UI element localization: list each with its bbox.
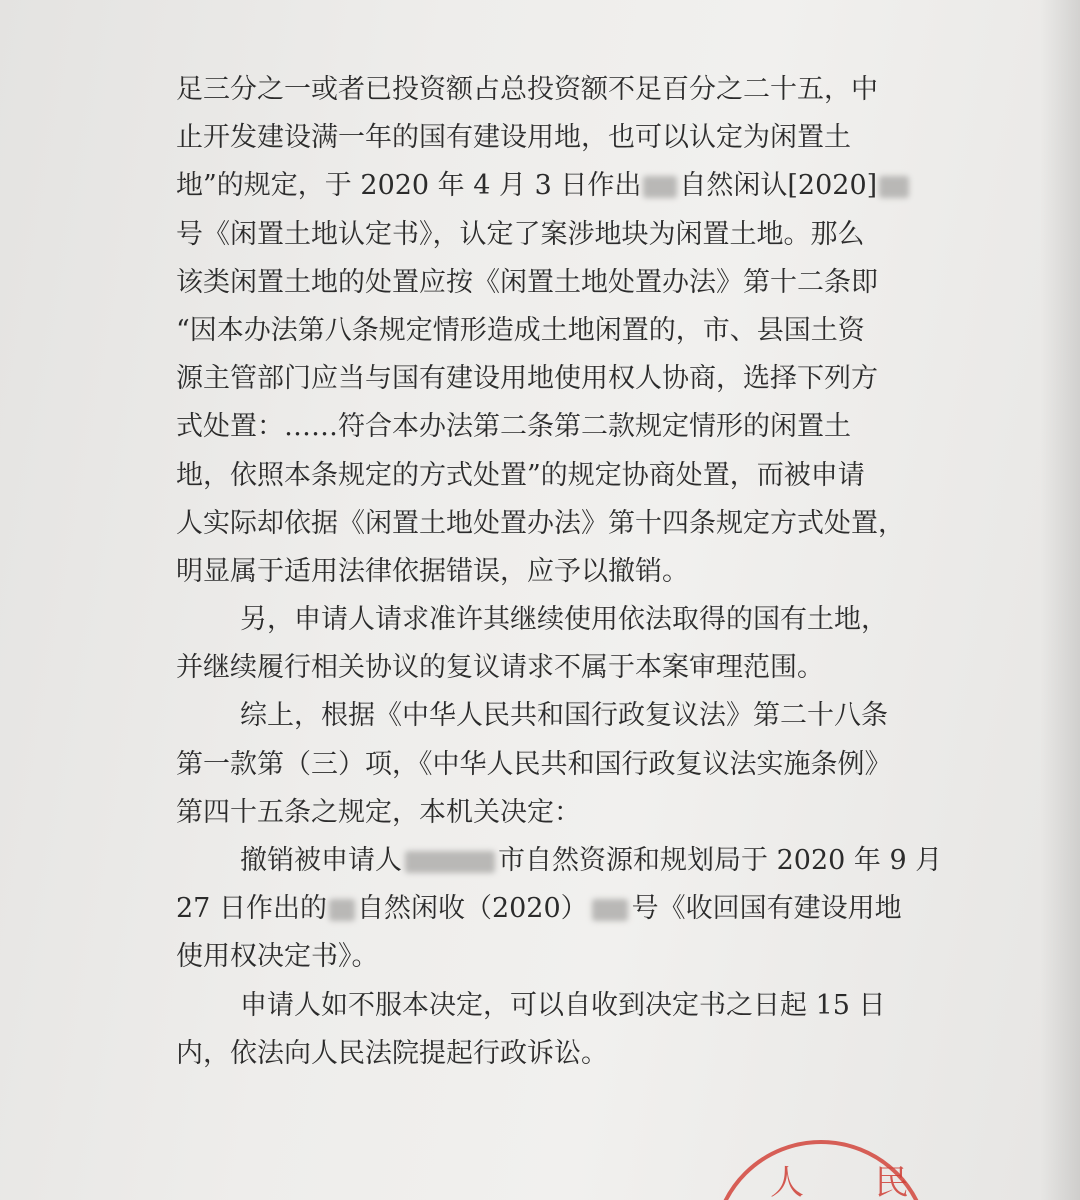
redacted-text	[643, 176, 677, 198]
redacted-text	[592, 899, 628, 921]
text-line: 使用权决定书》。	[176, 941, 379, 973]
text-line: 地”的规定，于 2020 年 4 月 3 日作出 自然闲认[2020]	[176, 162, 936, 210]
text-line: 第四十五条之规定，本机关决定：	[176, 796, 581, 828]
redacted-text	[329, 899, 355, 921]
text-line: 号《闲置土地认定书》，认定了案涉地块为闲置土地。那么	[176, 218, 865, 250]
text-line: 申请人如不服本决定，可以自收到决定书之日起 15 日	[240, 989, 886, 1021]
document-body	[176, 66, 943, 1078]
text-line: 另，申请人请求准许其继续使用依法取得的国有土地，	[240, 604, 888, 636]
text-line: 止开发建设满一年的国有建设用地，也可以认定为闲置土	[176, 122, 851, 154]
text-line: 综上，根据《中华人民共和国行政复议法》第二十八条	[240, 700, 888, 732]
text-line: 该类闲置土地的处置应按《闲置土地处置办法》第十二条即	[176, 266, 878, 298]
text-line: “因本办法第八条规定情形造成土地闲置的，市、县国土资	[176, 314, 865, 346]
text-line: 地，依照本条规定的方式处置”的规定协商处置，而被申请	[176, 459, 865, 491]
text-line: 第一款第（三）项，《中华人民共和国行政复议法实施条例》	[176, 748, 892, 780]
text-line: 27 日作出的 自然闲收（2020） 号《收回国有建设用地	[176, 893, 902, 925]
text-line: 内，依法向人民法院提起行政诉讼。	[176, 1037, 608, 1069]
text-line: 式处置：……符合本办法第二条第二款规定情形的闲置土	[176, 411, 851, 443]
text-line: 并继续履行相关协议的复议请求不属于本案审理范围。	[176, 652, 824, 684]
text-line: 明显属于适用法律依据错误，应予以撤销。	[176, 555, 689, 587]
redacted-text	[879, 176, 909, 198]
text-line: 源主管部门应当与国有建设用地使用权人协商，选择下列方	[176, 363, 878, 395]
page-edge-shadow	[1040, 0, 1080, 1200]
redacted-text	[405, 851, 495, 873]
text-line: 足三分之一或者已投资额占总投资额不足百分之二十五，中	[176, 74, 878, 105]
official-seal-text: 人 民	[770, 1163, 939, 1200]
text-line: 人实际却依据《闲置土地处置办法》第十四条规定方式处置，	[176, 507, 905, 539]
text-line: 撤销被申请人 市自然资源和规划局于 2020 年 9 月	[240, 845, 943, 876]
